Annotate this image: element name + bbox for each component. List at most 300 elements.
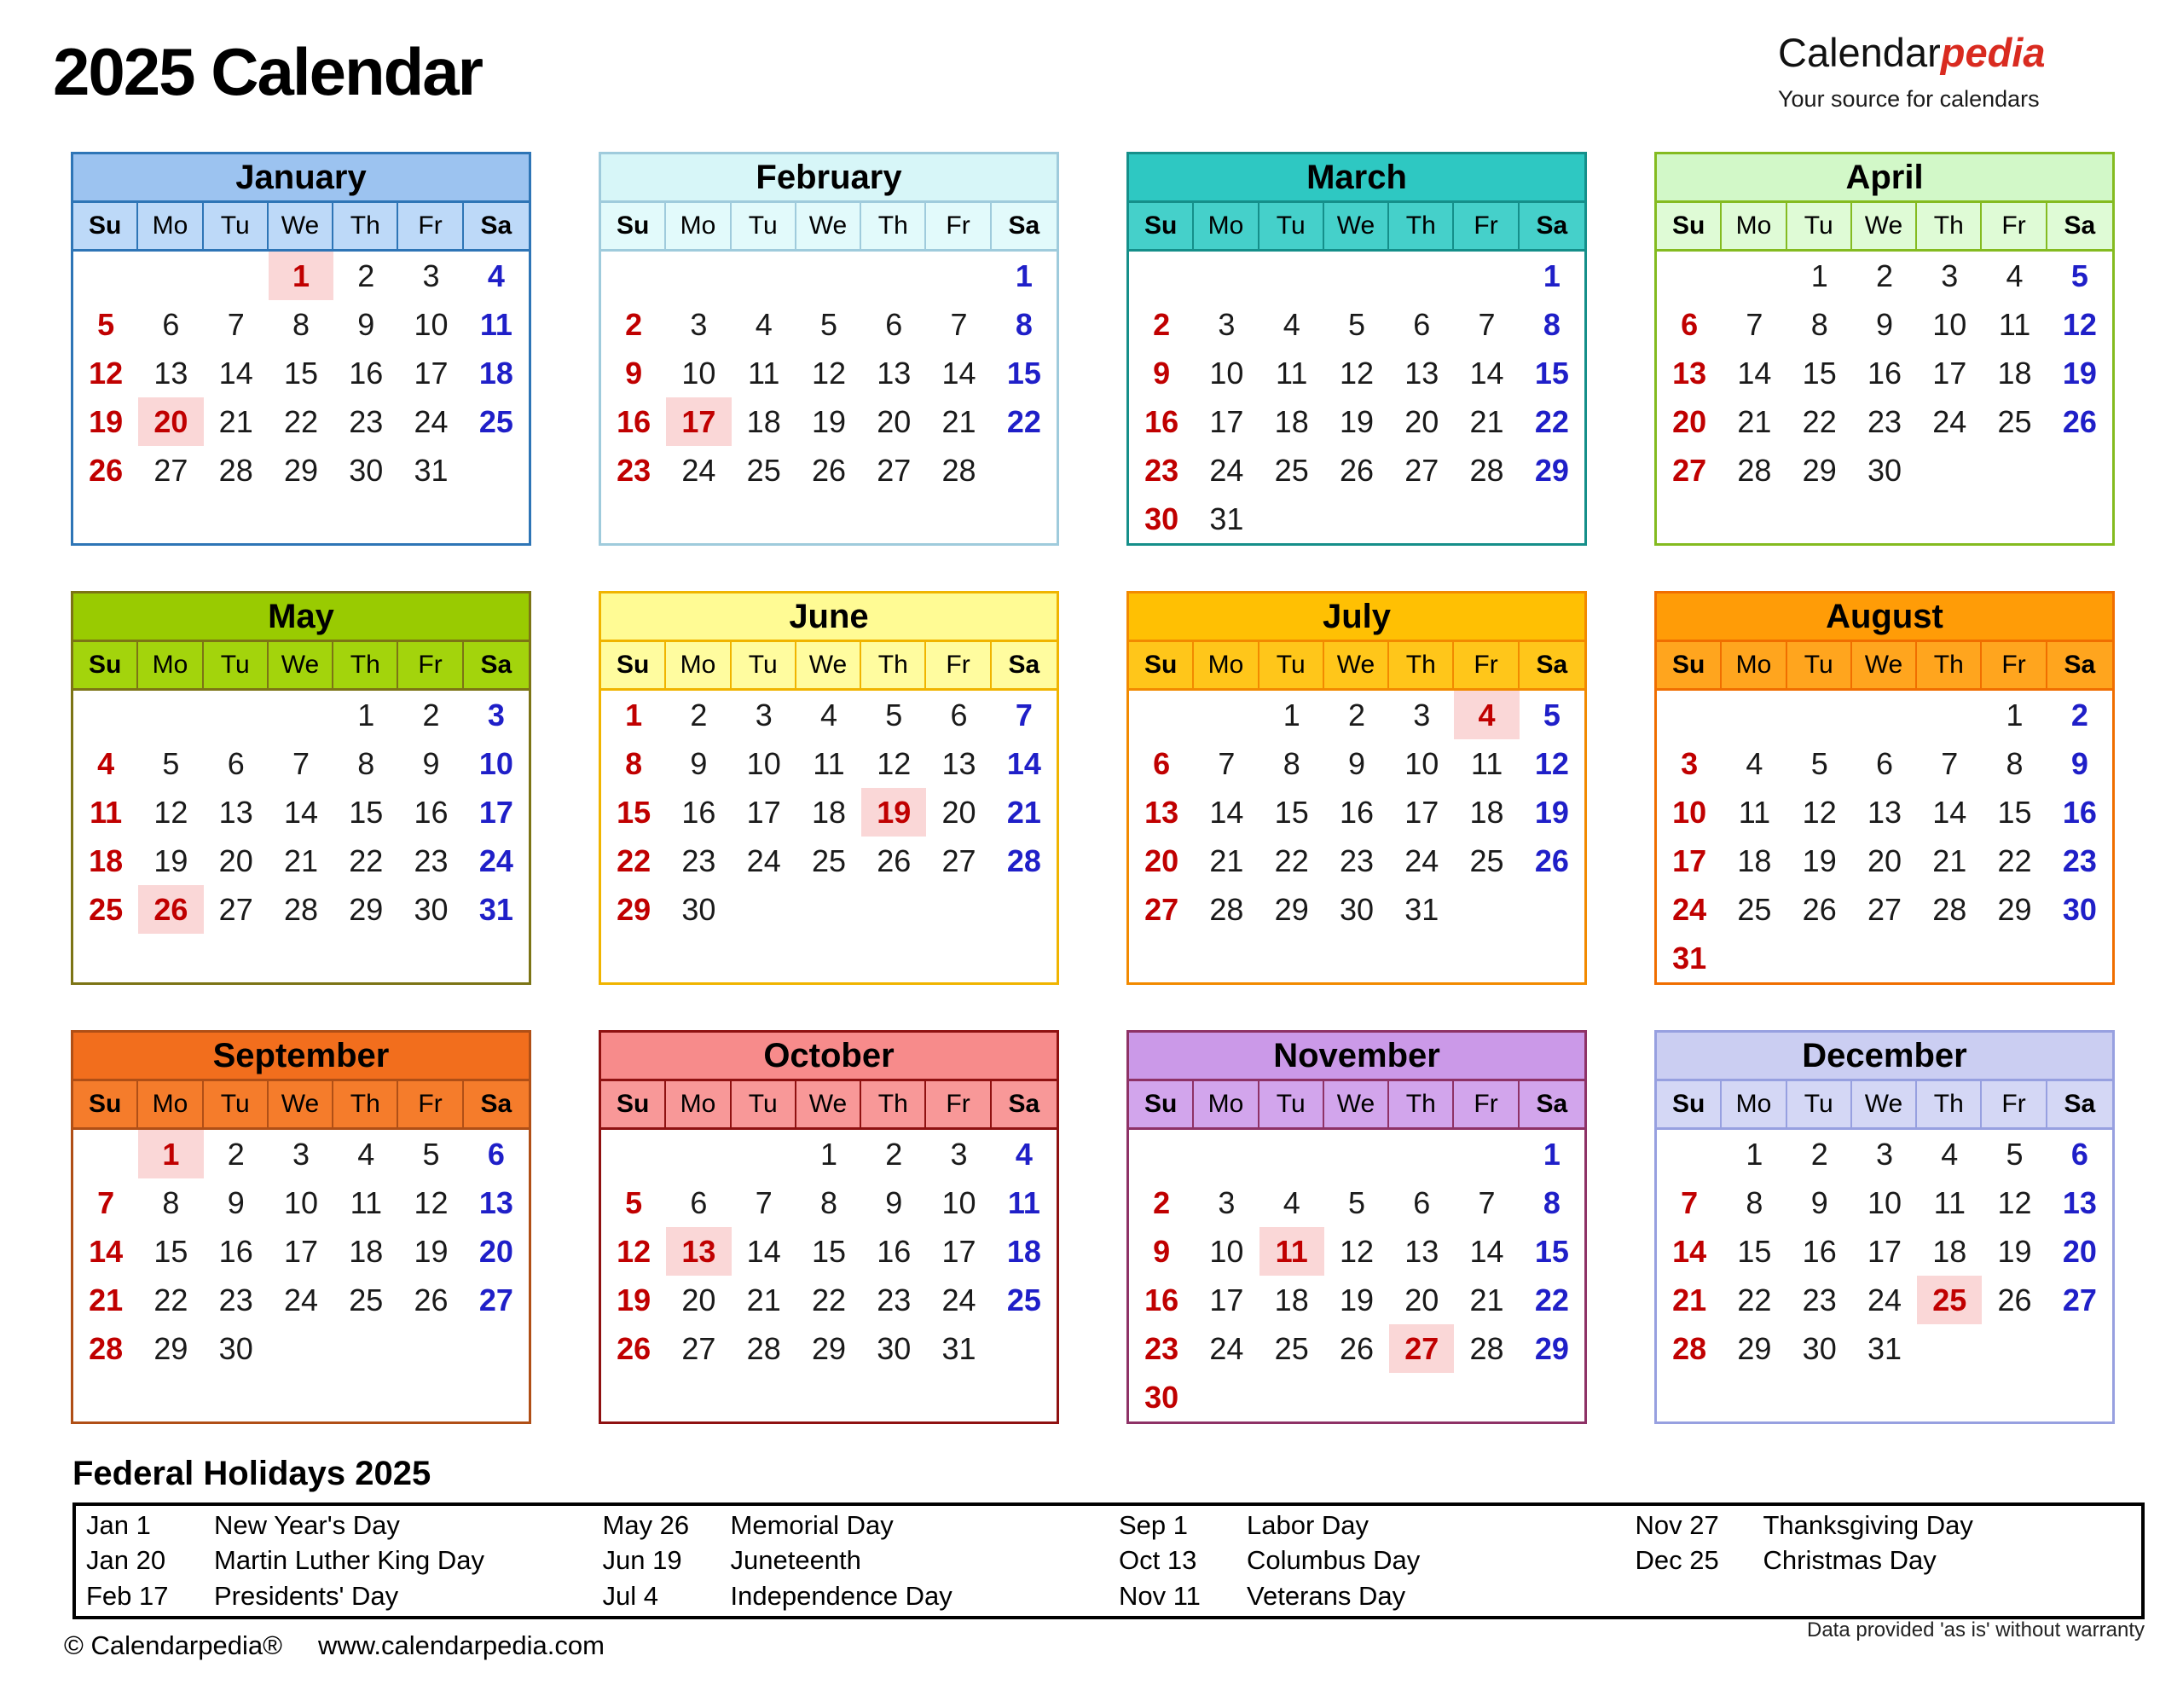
calendarpedia-logo: [1778, 31, 2046, 113]
weekday-header-row: [1129, 1081, 1584, 1130]
day-cell: [796, 1373, 861, 1421]
day-cell: 8: [1015, 307, 1033, 342]
weekday-label-th: Th: [861, 203, 926, 249]
holiday-date: Oct 13: [1119, 1545, 1197, 1576]
day-cell: 24: [941, 1282, 976, 1317]
day-cell: [926, 252, 991, 300]
day-cell: [992, 1324, 1057, 1373]
day-cell: 7: [1746, 307, 1763, 342]
day-cell: [269, 495, 333, 543]
month-title-november: November: [1129, 1033, 1584, 1081]
holiday-date: Jun 19: [602, 1545, 682, 1576]
day-cell: [1389, 934, 1454, 982]
day-cell: 5: [885, 698, 903, 732]
week-row: [1657, 739, 2112, 788]
day-cell: 1: [625, 698, 643, 732]
day-cell: 15: [1534, 1234, 1569, 1269]
day-cell: 31: [414, 453, 449, 488]
weekday-label-mo: Mo: [1194, 1081, 1259, 1127]
day-cell: [861, 934, 926, 982]
day-cell: [1129, 1130, 1194, 1178]
day-cell: 21: [218, 404, 253, 439]
day-cell: 26: [617, 1331, 651, 1366]
day-cell: 6: [1681, 307, 1699, 342]
day-cell: [1389, 1130, 1454, 1178]
day-cell: 23: [349, 404, 384, 439]
day-cell: 11: [748, 356, 780, 391]
day-cell: 27: [1404, 453, 1439, 488]
day-cell: 16: [1144, 1282, 1179, 1317]
holiday-row: [1109, 1578, 1625, 1614]
week-row: [1129, 1178, 1584, 1227]
month-title-september: September: [73, 1033, 529, 1081]
day-cell: [1787, 934, 1852, 982]
weekday-label-su: Su: [1129, 203, 1194, 249]
day-cell: 19: [861, 788, 926, 837]
day-cell: 4: [755, 307, 773, 342]
day-cell: 13: [941, 746, 976, 781]
day-cell: 20: [138, 397, 203, 446]
day-cell: 27: [681, 1331, 716, 1366]
day-cell: 20: [1144, 843, 1179, 878]
day-cell: 14: [1469, 1234, 1504, 1269]
week-row: [73, 788, 529, 837]
day-cell: 19: [414, 1234, 449, 1269]
day-cell: 8: [2006, 746, 2024, 781]
day-cell: 18: [1274, 404, 1309, 439]
week-row: [1657, 495, 2112, 543]
day-cell: [796, 252, 861, 300]
day-cell: [1520, 1373, 1584, 1421]
day-cell: 18: [1932, 1234, 1967, 1269]
week-row: [601, 1130, 1057, 1178]
day-cell: 17: [1209, 404, 1244, 439]
day-cell: 27: [877, 453, 912, 488]
week-row: [1129, 495, 1584, 543]
day-cell: 13: [218, 795, 253, 830]
day-cell: 7: [1681, 1185, 1699, 1220]
day-cell: [204, 934, 269, 982]
day-cell: 12: [1802, 795, 1837, 830]
week-row: [1129, 1324, 1584, 1373]
week-row: [601, 1373, 1057, 1421]
holiday-row: [76, 1578, 593, 1614]
day-cell: 7: [755, 1185, 773, 1220]
day-cell: 20: [1404, 404, 1439, 439]
day-cell: 5: [819, 307, 837, 342]
day-cell: 6: [950, 698, 968, 732]
day-cell: 17: [414, 356, 449, 391]
weekday-label-su: Su: [601, 203, 666, 249]
day-cell: 9: [1153, 1234, 1171, 1269]
day-cell: 3: [1681, 746, 1699, 781]
day-cell: 2: [422, 698, 440, 732]
day-cell: 19: [153, 843, 188, 878]
day-cell: 19: [2062, 356, 2097, 391]
weekday-label-mo: Mo: [138, 1081, 203, 1127]
day-cell: 12: [2062, 307, 2097, 342]
day-cell: 3: [1218, 1185, 1236, 1220]
day-cell: 12: [414, 1185, 449, 1220]
day-cell: 3: [690, 307, 708, 342]
day-cell: 11: [1276, 356, 1308, 391]
logo-tagline: Your source for calendars: [1778, 86, 2040, 112]
month-days: [1129, 1130, 1584, 1421]
day-cell: 21: [89, 1282, 124, 1317]
day-cell: 24: [1932, 404, 1967, 439]
week-row: [1129, 446, 1584, 495]
day-cell: [861, 495, 926, 543]
weekday-label-sa: Sa: [1536, 1090, 1568, 1118]
day-cell: [666, 934, 731, 982]
day-cell: 15: [617, 795, 651, 830]
day-cell: 5: [1347, 1185, 1365, 1220]
day-cell: 28: [1932, 892, 1967, 927]
weekday-label-tu: Tu: [204, 642, 269, 688]
day-cell: 15: [811, 1234, 847, 1269]
day-cell: 2: [1153, 307, 1171, 342]
day-cell: 28: [218, 453, 253, 488]
day-cell: 14: [1672, 1234, 1707, 1269]
day-cell: 10: [681, 356, 716, 391]
day-cell: [1917, 1373, 1982, 1421]
weekday-label-th: Th: [1917, 203, 1982, 249]
day-cell: 28: [1006, 843, 1041, 878]
month-may: [71, 591, 531, 985]
week-row: [1129, 739, 1584, 788]
week-row: [1129, 885, 1584, 934]
weekday-header-row: [601, 203, 1057, 252]
day-cell: 12: [617, 1234, 651, 1269]
weekday-label-we: We: [1324, 642, 1389, 688]
day-cell: 31: [941, 1331, 976, 1366]
weekday-label-mo: Mo: [666, 642, 731, 688]
holiday-name: Memorial Day: [730, 1509, 894, 1540]
month-days: [1657, 252, 2112, 543]
day-cell: 12: [811, 356, 847, 391]
day-cell: 20: [681, 1282, 716, 1317]
day-cell: [1194, 691, 1259, 739]
month-title-october: October: [601, 1033, 1057, 1081]
day-cell: 3: [1941, 258, 1959, 293]
day-cell: 20: [1404, 1282, 1439, 1317]
day-cell: 9: [1875, 307, 1893, 342]
week-row: [1657, 837, 2112, 885]
day-cell: 30: [349, 453, 384, 488]
day-cell: 21: [1209, 843, 1244, 878]
day-cell: 23: [1144, 1331, 1179, 1366]
weekday-label-sa: Sa: [480, 1090, 512, 1118]
day-cell: [732, 1130, 796, 1178]
day-cell: 16: [1802, 1234, 1837, 1269]
day-cell: 25: [478, 404, 513, 439]
day-cell: 18: [1997, 356, 2032, 391]
day-cell: 24: [746, 843, 781, 878]
day-cell: 7: [1015, 698, 1033, 732]
week-row: [1657, 934, 2112, 982]
holiday-row-empty: [1625, 1578, 2142, 1614]
day-cell: [1129, 252, 1194, 300]
day-cell: 9: [690, 746, 708, 781]
weekday-label-we: We: [269, 642, 333, 688]
weekday-header-row: [1657, 203, 2112, 252]
week-row: [601, 1324, 1057, 1373]
weekday-label-fr: Fr: [926, 1081, 991, 1127]
weekday-header-row: [1657, 1081, 2112, 1130]
day-cell: 13: [877, 356, 912, 391]
weekday-label-fr: Fr: [1454, 642, 1519, 688]
weekday-label-mo: Mo: [138, 642, 203, 688]
day-cell: [601, 252, 666, 300]
month-september: [71, 1030, 531, 1424]
day-cell: 16: [617, 404, 651, 439]
day-cell: 26: [1997, 1282, 2032, 1317]
day-cell: 8: [1543, 307, 1561, 342]
day-cell: 6: [885, 307, 903, 342]
day-cell: [732, 1373, 796, 1421]
week-row: [601, 349, 1057, 397]
day-cell: [1722, 934, 1786, 982]
day-cell: 4: [2006, 258, 2024, 293]
federal-holidays-table: [72, 1502, 2145, 1619]
day-cell: 28: [1737, 453, 1772, 488]
day-cell: [73, 1373, 138, 1421]
holiday-column: [1625, 1508, 2142, 1614]
week-row: [73, 397, 529, 446]
day-cell: 10: [941, 1185, 976, 1220]
day-cell: 30: [1802, 1331, 1837, 1366]
day-cell: 10: [478, 746, 513, 781]
month-days: [601, 691, 1057, 982]
day-cell: 13: [478, 1185, 513, 1220]
day-cell: [2047, 934, 2112, 982]
holiday-row: [1109, 1508, 1625, 1543]
day-cell: [73, 495, 138, 543]
day-cell: 1: [269, 252, 333, 300]
day-cell: 12: [1339, 1234, 1375, 1269]
day-cell: 25: [811, 843, 847, 878]
weekday-label-th: Th: [1389, 1081, 1454, 1127]
weekday-header-row: [1657, 642, 2112, 691]
day-cell: 14: [1932, 795, 1967, 830]
day-cell: 21: [1737, 404, 1772, 439]
month-days: [1129, 252, 1584, 543]
day-cell: [398, 1373, 463, 1421]
day-cell: [1657, 691, 1722, 739]
weekday-label-we: We: [796, 1081, 861, 1127]
month-january: [71, 152, 531, 546]
day-cell: 31: [478, 892, 513, 927]
day-cell: 18: [1469, 795, 1504, 830]
day-cell: 9: [357, 307, 375, 342]
day-cell: 14: [1737, 356, 1772, 391]
day-cell: [333, 495, 398, 543]
day-cell: 22: [153, 1282, 188, 1317]
day-cell: [138, 495, 203, 543]
logo-text-red: pedia: [1940, 30, 2046, 75]
day-cell: 23: [1802, 1282, 1837, 1317]
week-row: [601, 397, 1057, 446]
website-url[interactable]: www.calendarpedia.com: [317, 1630, 605, 1660]
day-cell: [992, 934, 1057, 982]
week-row: [1657, 1373, 2112, 1421]
holiday-name: Labor Day: [1247, 1509, 1369, 1540]
day-cell: 1: [2006, 698, 2024, 732]
month-title-june: June: [601, 593, 1057, 642]
weekday-label-sa: Sa: [2064, 211, 2096, 240]
day-cell: 21: [1006, 795, 1041, 830]
day-cell: 9: [1153, 356, 1171, 391]
week-row: [1657, 349, 2112, 397]
day-cell: 11: [1259, 1227, 1324, 1276]
day-cell: 26: [877, 843, 912, 878]
day-cell: 18: [746, 404, 781, 439]
day-cell: 4: [1283, 307, 1300, 342]
weekday-label-tu: Tu: [1787, 203, 1852, 249]
weekday-label-sa: Sa: [1536, 211, 1568, 240]
holiday-date: Jan 20: [86, 1545, 166, 1576]
day-cell: 21: [746, 1282, 781, 1317]
week-row: [601, 934, 1057, 982]
week-row: [73, 495, 529, 543]
day-cell: 5: [422, 1137, 440, 1172]
day-cell: [601, 1130, 666, 1178]
holiday-name: New Year's Day: [214, 1509, 400, 1540]
week-row: [1657, 1276, 2112, 1324]
holiday-date: Jan 1: [86, 1509, 151, 1540]
day-cell: 14: [1469, 356, 1504, 391]
day-cell: 1: [1810, 258, 1828, 293]
month-title-december: December: [1657, 1033, 2112, 1081]
day-cell: 16: [2062, 795, 2097, 830]
day-cell: 11: [813, 746, 845, 781]
day-cell: 14: [218, 356, 253, 391]
day-cell: [796, 885, 861, 934]
weekday-label-fr: Fr: [1454, 203, 1519, 249]
holiday-row: [593, 1543, 1109, 1579]
month-title-february: February: [601, 154, 1057, 203]
holiday-date: Nov 11: [1119, 1581, 1201, 1612]
week-row: [1657, 1324, 2112, 1373]
day-cell: [1852, 691, 1917, 739]
week-row: [601, 1227, 1057, 1276]
day-cell: [464, 1324, 529, 1373]
weekday-label-tu: Tu: [732, 203, 796, 249]
holiday-name: Juneteenth: [730, 1545, 861, 1576]
weekday-label-mo: Mo: [1722, 203, 1786, 249]
day-cell: 11: [350, 1185, 382, 1220]
day-cell: 9: [1347, 746, 1365, 781]
week-row: [601, 252, 1057, 300]
week-row: [1657, 1227, 2112, 1276]
month-october: [599, 1030, 1059, 1424]
day-cell: 4: [1015, 1137, 1033, 1172]
day-cell: 26: [89, 453, 124, 488]
holiday-row: [1109, 1543, 1625, 1579]
holiday-row: [1625, 1508, 2142, 1543]
day-cell: 27: [1867, 892, 1902, 927]
weekday-label-th: Th: [1917, 1081, 1982, 1127]
day-cell: 24: [1867, 1282, 1902, 1317]
day-cell: 23: [2062, 843, 2097, 878]
holiday-row: [1625, 1543, 2142, 1579]
weekday-label-tu: Tu: [1787, 1081, 1852, 1127]
week-row: [73, 1324, 529, 1373]
page-title: 2025 Calendar: [53, 34, 482, 109]
day-cell: 25: [89, 892, 124, 927]
day-cell: 18: [1274, 1282, 1309, 1317]
weekday-label-su: Su: [1657, 203, 1722, 249]
day-cell: 27: [218, 892, 253, 927]
weekday-label-sa: Sa: [480, 651, 512, 679]
month-february: [599, 152, 1059, 546]
day-cell: 18: [349, 1234, 384, 1269]
day-cell: 7: [97, 1185, 115, 1220]
day-cell: 19: [89, 404, 124, 439]
day-cell: 2: [2070, 698, 2088, 732]
week-row: [1129, 1130, 1584, 1178]
day-cell: 14: [941, 356, 976, 391]
day-cell: [1852, 934, 1917, 982]
day-cell: 7: [1941, 746, 1959, 781]
day-cell: [1259, 495, 1324, 543]
day-cell: [1982, 1324, 2047, 1373]
weekday-label-tu: Tu: [1259, 642, 1324, 688]
footer-disclaimer: Data provided 'as is' without warranty: [1806, 1618, 2145, 1641]
day-cell: 15: [1274, 795, 1309, 830]
weekday-label-su: Su: [73, 1081, 138, 1127]
day-cell: 4: [97, 746, 115, 781]
day-cell: 28: [1209, 892, 1244, 927]
day-cell: 13: [2062, 1185, 2097, 1220]
day-cell: 24: [478, 843, 513, 878]
day-cell: [1657, 495, 1722, 543]
day-cell: 23: [877, 1282, 912, 1317]
day-cell: 8: [819, 1185, 837, 1220]
weekday-label-mo: Mo: [1722, 642, 1786, 688]
day-cell: [666, 1130, 731, 1178]
day-cell: [73, 691, 138, 739]
week-row: [73, 1227, 529, 1276]
day-cell: 27: [2062, 1282, 2097, 1317]
day-cell: [2047, 1373, 2112, 1421]
day-cell: [204, 252, 269, 300]
day-cell: [1389, 495, 1454, 543]
day-cell: 2: [1875, 258, 1893, 293]
month-days: [1657, 691, 2112, 982]
weekday-label-su: Su: [1657, 642, 1722, 688]
day-cell: 10: [1209, 356, 1244, 391]
holiday-name: Christmas Day: [1763, 1545, 1937, 1576]
day-cell: 16: [414, 795, 449, 830]
day-cell: [1917, 934, 1982, 982]
day-cell: [1520, 885, 1584, 934]
day-cell: 17: [1932, 356, 1967, 391]
weekday-label-we: We: [1852, 642, 1917, 688]
week-row: [73, 446, 529, 495]
day-cell: 19: [1802, 843, 1837, 878]
day-cell: 8: [162, 1185, 180, 1220]
federal-holidays-title: Federal Holidays 2025: [72, 1455, 431, 1492]
day-cell: [1454, 252, 1519, 300]
weekday-header-row: [1129, 642, 1584, 691]
day-cell: 4: [1941, 1137, 1959, 1172]
day-cell: 18: [478, 356, 513, 391]
holiday-row: [593, 1508, 1109, 1543]
day-cell: 8: [1283, 746, 1300, 781]
day-cell: [1722, 1373, 1786, 1421]
day-cell: 5: [162, 746, 180, 781]
